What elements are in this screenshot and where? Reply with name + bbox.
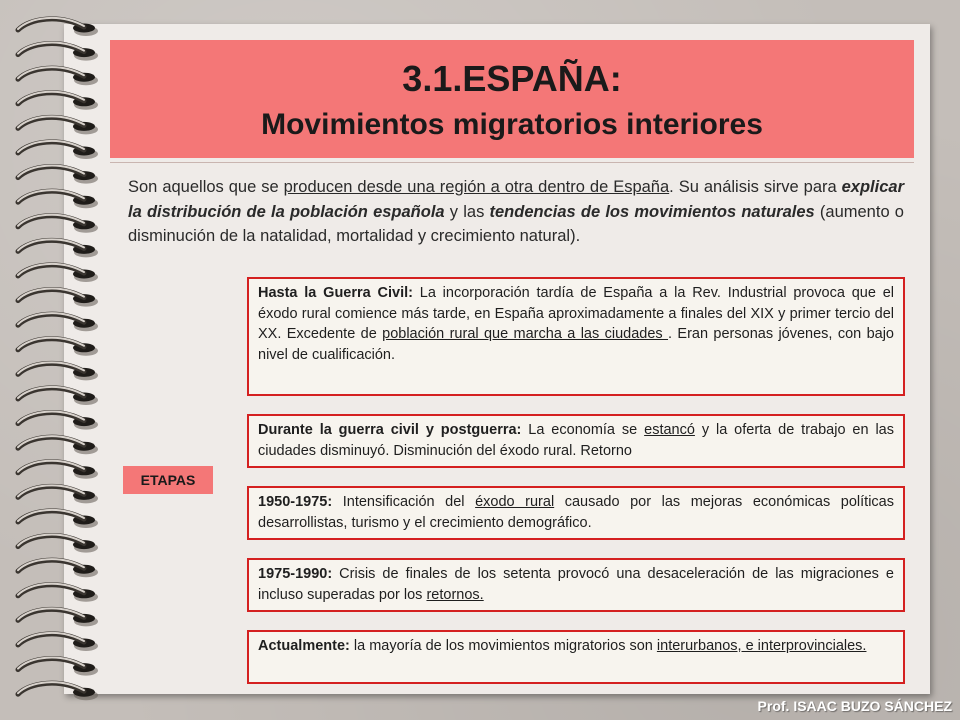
stage-underline: población rural que marcha a las ciudades bbox=[382, 326, 669, 342]
stage-heading: Hasta la Guerra Civil: bbox=[258, 285, 413, 301]
spiral-binding-icon bbox=[0, 0, 110, 720]
intro-text: y las bbox=[444, 202, 490, 221]
intro-emphasis: tendencias de los movimientos naturales bbox=[489, 202, 815, 221]
stage-heading: Durante la guerra civil y postguerra: bbox=[258, 422, 522, 438]
stage-text: . Eran personas jóvenes, con bajo nivel de cualificación. bbox=[258, 326, 894, 363]
slide-subtitle: Movimientos migratorios interiores bbox=[261, 108, 763, 141]
stage-text: La economía se bbox=[521, 422, 645, 438]
intro-text: . Su análisis sirve para bbox=[669, 178, 842, 196]
slide-title: 3.1.ESPAÑA: bbox=[402, 58, 622, 99]
stage-box-civil-war bbox=[247, 277, 905, 396]
stage-underline: éxodo rural bbox=[475, 494, 555, 510]
stage-box-postwar bbox=[247, 414, 905, 468]
title-banner bbox=[110, 40, 914, 158]
stage-box-1975-1990 bbox=[247, 558, 905, 612]
stage-underline: estancó bbox=[644, 422, 695, 438]
stage-text: y la oferta de trabajo en las ciudades disminuyó. Disminución del éxodo rural. Retorno bbox=[258, 422, 894, 459]
author-footer: Prof. ISAAC BUZO SÁNCHEZ bbox=[757, 698, 952, 714]
divider bbox=[110, 162, 914, 163]
stage-text: la mayoría de los movimientos migratorios son bbox=[349, 638, 657, 654]
etapas-label: ETAPAS bbox=[123, 466, 213, 494]
intro-underline: producen desde una región a otra dentro de España bbox=[283, 178, 670, 196]
stage-text: La incorporación tardía de España a la Rev. Industrial provoca que el éxodo rural comience más tarde, en España aproximadamente a finales del XIX y primer tercio del XX. Excedente de bbox=[258, 285, 894, 342]
stage-underline: retornos. bbox=[426, 586, 484, 603]
stage-text: causado por las mejoras económicas políticas desarrollistas, turismo y el crecimiento demográfico. bbox=[258, 494, 894, 531]
stage-text: Crisis de finales de los setenta provocó una desaceleración de las migraciones e incluso superadas por los bbox=[258, 566, 894, 603]
stage-heading: 1975-1990: bbox=[258, 566, 333, 582]
stage-text: Intensificación del bbox=[332, 494, 476, 510]
stage-box-1950-1975 bbox=[247, 486, 905, 540]
intro-text: Son aquellos que se bbox=[128, 178, 284, 196]
stage-underline: interurbanos, e interprovinciales. bbox=[656, 638, 867, 654]
intro-paragraph bbox=[128, 175, 904, 249]
intro-text: (aumento o disminución de la natalidad, mortalidad y crecimiento natural). bbox=[128, 202, 904, 245]
stage-heading: 1950-1975: bbox=[258, 494, 333, 510]
stage-box-currently bbox=[247, 630, 905, 684]
stage-heading: Actualmente: bbox=[258, 638, 350, 654]
intro-emphasis: explicar la distribución de la población española bbox=[128, 178, 904, 221]
